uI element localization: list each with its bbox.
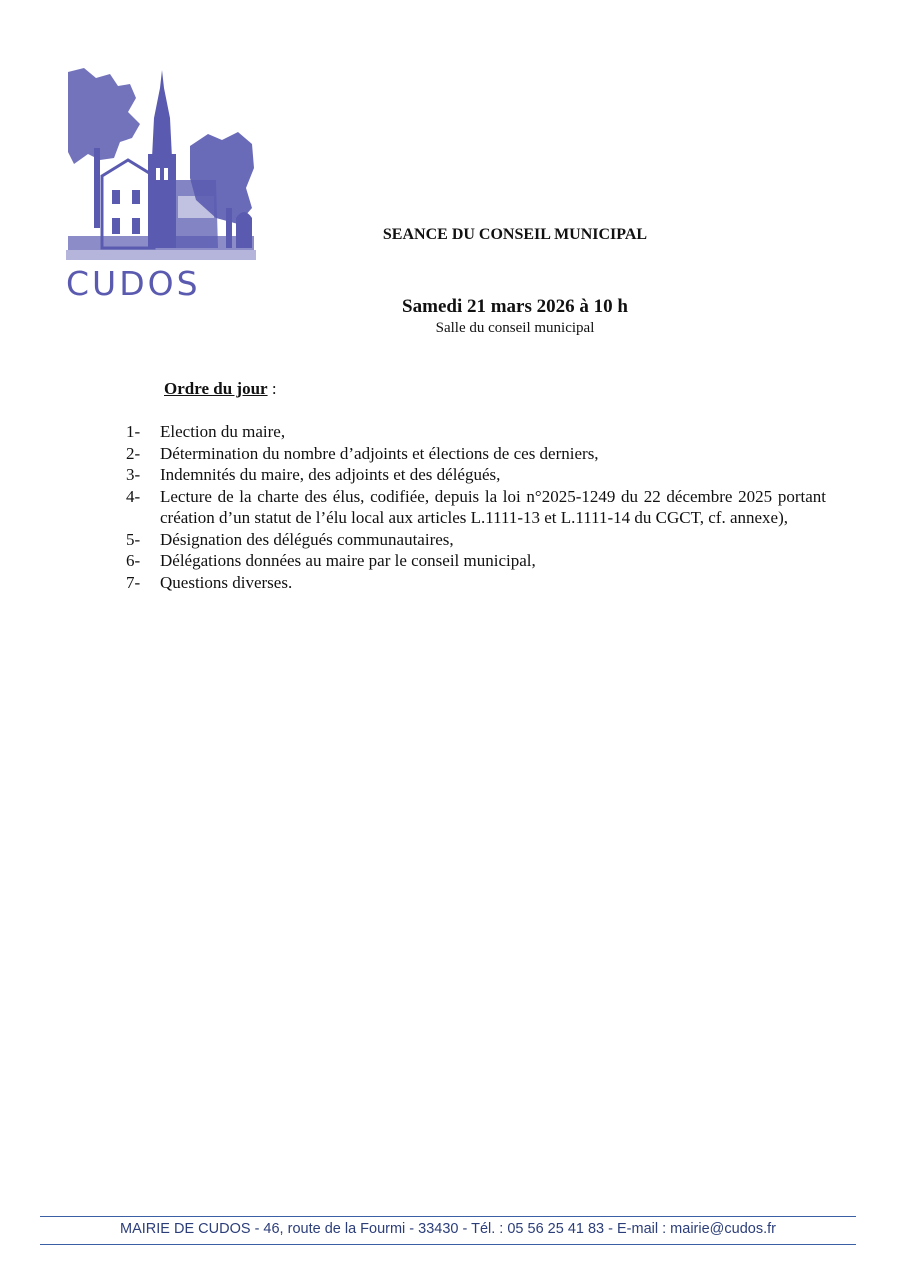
meeting-venue: Salle du conseil municipal [435,320,595,336]
agenda-heading-label: Ordre du jour [164,379,268,398]
agenda-item-text: Questions diverses. [160,572,293,592]
agenda-item [126,443,826,465]
agenda-item-number: 3- [126,465,141,484]
meeting-date: Samedi 21 mars 2026 à 10 h [402,296,628,317]
agenda-item-text: Détermination du nombre d’adjoints et élections de ces derniers, [160,443,599,463]
agenda-item-number: 5- [126,529,141,549]
agenda-item-number: 4- [126,486,141,506]
agenda-item [126,421,826,443]
agenda-item [126,572,826,594]
agenda-item-number: 2- [126,443,141,463]
agenda-item-text: Désignation des délégués communautaires, [160,529,454,549]
agenda-item-text: Lecture de la charte des élus, codifiée, depuis la loi n°2025-1249 du 22 décembre 2025 portant création d’un statut de l’élu local aux articles L.1111-13 et L.1111-14 du CGCT, cf. annexe), [160,486,826,527]
agenda-item [126,550,826,572]
agenda-item-text: Délégations données au maire par le conseil municipal, [160,551,536,570]
agenda-item-number: 1- [126,422,141,441]
footer-divider-top [40,1216,856,1217]
logo-name: CUDOS [66,264,201,303]
village-church-illustration [66,68,256,264]
agenda-item-text: Indemnités du maire, des adjoints et des délégués, [160,465,501,484]
cudos-logo [66,68,256,304]
agenda-item-text: Election du maire, [160,422,286,441]
document-title: SEANCE DU CONSEIL MUNICIPAL [382,226,648,243]
agenda-heading [164,379,277,399]
agenda-item [126,464,826,486]
agenda-item [126,486,826,529]
footer-divider-bottom [40,1244,856,1245]
agenda-item-number: 6- [126,551,141,570]
agenda-heading-suffix: : [267,379,277,398]
footer-contact: MAIRIE DE CUDOS - 46, route de la Fourmi - 33430 - Tél. : 05 56 25 41 83 - E-mail : mairie@cudos.fr [120,1221,776,1237]
agenda-item [126,529,826,551]
agenda-item-number: 7- [126,572,141,592]
agenda-list [126,421,826,593]
